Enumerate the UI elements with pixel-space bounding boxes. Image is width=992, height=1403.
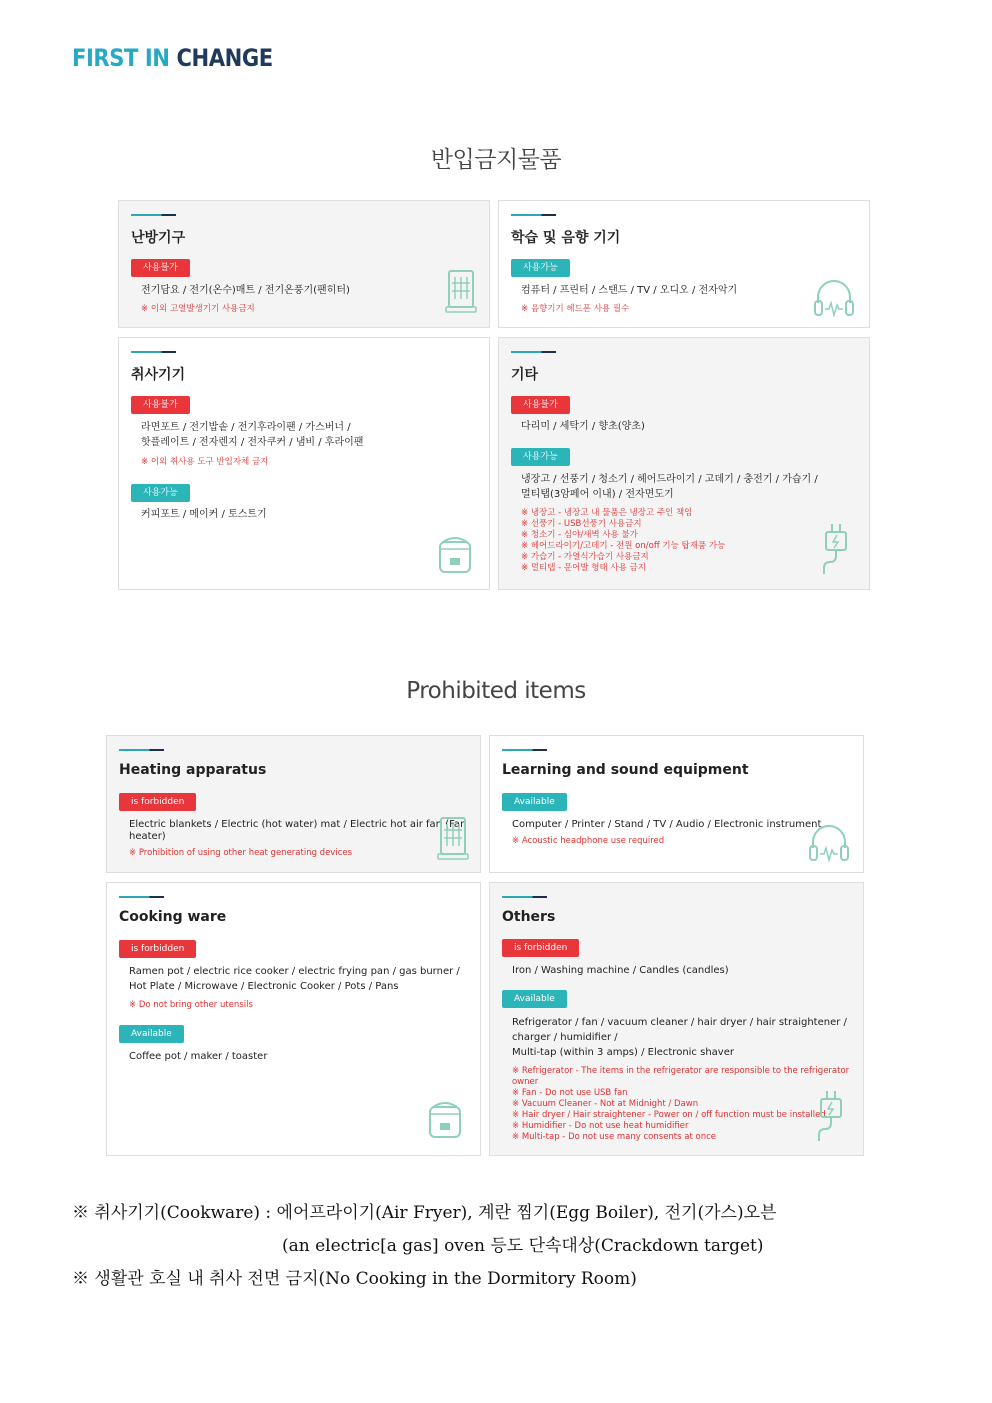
forbidden-items: 전기담요 / 전기(온수)매트 / 전기온풍기(팬히터) [141, 285, 350, 296]
forbidden-items-line2: 핫플레이트 / 전자렌지 / 전자쿠커 / 냄비 / 후라이팬 [141, 437, 364, 448]
available-items-line2: charger / humidifier / [512, 1032, 618, 1043]
logo-part2: CHANGE [176, 44, 273, 72]
footer-line2: (an electric[a gas] oven 등도 단속대상(Crackdown target) [282, 1236, 764, 1256]
note-2: ※ Fan - Do not use USB fan [512, 1088, 628, 1098]
card-note: ※ 이외 취사용 도구 반입자체 금지 [141, 457, 269, 467]
card-accent [511, 214, 556, 216]
forbidden-items-line1: Ramen pot / electric rice cooker / electric frying pan / gas burner / [129, 966, 460, 977]
note-6: ※ 멀티탭 - 문어발 형태 사용 금지 [521, 563, 646, 573]
en-heating-card [106, 735, 481, 873]
available-items: 커피포트 / 메이커 / 토스트기 [141, 509, 267, 520]
headphone-icon [808, 822, 850, 866]
forbidden-badge: 사용불가 [131, 259, 190, 277]
note-4: ※ Hair dryer / Hair straightener - Power on / off function must be installed [512, 1110, 826, 1120]
plug-icon [821, 522, 851, 576]
card-accent [511, 351, 556, 353]
radiator-icon [445, 269, 477, 315]
forbidden-badge: 사용불가 [131, 396, 190, 414]
headphone-icon [813, 277, 855, 321]
available-badge: 사용가능 [511, 448, 570, 466]
card-title: 기타 [511, 367, 539, 383]
available-items: 컴퓨터 / 프린터 / 스탠드 / TV / 오디오 / 전자악기 [521, 285, 738, 296]
note-4: ※ 헤어드라이기/고데기 - 전원 on/off 기능 탑재품 가능 [521, 541, 726, 551]
card-note: ※ 음향기기 헤드폰 사용 필수 [521, 304, 630, 314]
forbidden-badge: 사용불가 [511, 396, 570, 414]
card-accent [119, 896, 164, 898]
available-badge: Available [502, 990, 567, 1008]
footer-line1: ※ 취사기기(Cookware) : 에어프라이기(Air Fryer), 계란 찜기(Egg Boiler), 전기(가스)오븐 [72, 1203, 777, 1223]
note-2: ※ 선풍기 - USB선풍기 사용금지 [521, 519, 642, 529]
forbidden-items-line1: 라면포트 / 전기밥솥 / 전기후라이팬 / 가스버너 / [141, 422, 351, 433]
card-note: ※ 이외 고열발생기기 사용금지 [141, 304, 255, 314]
kr-learning-card [498, 200, 870, 328]
available-badge: 사용가능 [131, 484, 190, 502]
available-items-line3: Multi-tap (within 3 amps) / Electronic shaver [512, 1047, 734, 1058]
forbidden-items-line2: heater) [129, 831, 166, 842]
rice-cooker-icon [427, 1097, 463, 1141]
card-title: Others [502, 909, 556, 925]
card-title: 취사기기 [131, 367, 186, 383]
forbidden-badge: is forbidden [502, 939, 579, 957]
korean-section-title: 반입금지물품 [430, 147, 562, 173]
logo-part1: FIRST IN [72, 44, 177, 72]
card-title: Cooking ware [119, 909, 227, 925]
note-3: ※ 청소기 - 심야/새벽 사용 불가 [521, 530, 638, 540]
card-title: Learning and sound equipment [502, 762, 749, 778]
forbidden-items: Iron / Washing machine / Candles (candles) [512, 965, 729, 976]
footer-line3: ※ 생활관 호실 내 취사 전면 금지(No Cooking in the Dormitory Room) [72, 1269, 637, 1289]
card-note: ※ Acoustic headphone use required [512, 836, 665, 846]
card-note: ※ Do not bring other utensils [129, 1000, 253, 1010]
card-note: ※ Prohibition of using other heat generating devices [129, 848, 353, 858]
card-accent [131, 351, 176, 353]
available-badge: Available [119, 1025, 184, 1043]
logo [72, 44, 273, 72]
kr-heating-card [118, 200, 490, 328]
rice-cooker-icon [437, 532, 473, 576]
en-others-card [489, 882, 864, 1156]
forbidden-items-line1: Electric blankets / Electric (hot water) mat / Electric hot air fan (Fan [129, 819, 467, 830]
forbidden-badge: is forbidden [119, 793, 196, 811]
en-learning-card [489, 735, 864, 873]
note-5: ※ 가습기 - 가열식가습기 사용금지 [521, 552, 649, 562]
note-5: ※ Humidifier - Do not use heat humidifier [512, 1121, 689, 1131]
en-cooking-card [106, 882, 481, 1156]
available-items: Computer / Printer / Stand / TV / Audio / Electronic instrument [512, 819, 822, 830]
card-title: Heating apparatus [119, 762, 267, 778]
forbidden-badge: is forbidden [119, 940, 196, 958]
note-3: ※ Vacuum Cleaner - Not at Midnight / Dawn [512, 1099, 699, 1109]
available-items-line2: 멀티탭(3암페어 이내) / 전자면도기 [521, 489, 674, 500]
kr-cooking-card [118, 337, 490, 590]
available-items-line1: 냉장고 / 선풍기 / 청소기 / 헤어드라이기 / 고데기 / 충전기 / 가습기 / [521, 474, 818, 485]
card-accent [119, 749, 164, 751]
note-1: ※ 냉장고 - 냉장고 내 물품은 냉장고 주인 책임 [521, 508, 693, 518]
radiator-icon [437, 816, 469, 862]
available-items-line1: Refrigerator / fan / vacuum cleaner / hair dryer / hair straightener / [512, 1017, 847, 1028]
card-accent [502, 749, 547, 751]
card-title: 학습 및 음향 기기 [511, 230, 621, 246]
card-accent [131, 214, 176, 216]
english-section-title: Prohibited items [406, 678, 586, 704]
available-items: Coffee pot / maker / toaster [129, 1051, 268, 1062]
forbidden-items-line2: Hot Plate / Microwave / Electronic Cooker / Pots / Pans [129, 981, 399, 992]
card-accent [502, 896, 547, 898]
card-title: 난방기구 [131, 230, 186, 246]
plug-icon [816, 1089, 846, 1143]
note-1: ※ Refrigerator - The items in the refrigerator are responsible to the refrigerator [512, 1066, 850, 1076]
note-6: ※ Multi-tap - Do not use many consents at once [512, 1132, 717, 1142]
available-badge: Available [502, 793, 567, 811]
forbidden-items: 다리미 / 세탁기 / 향초(양초) [521, 421, 645, 432]
note-1-cont: owner [512, 1077, 539, 1087]
available-badge: 사용가능 [511, 259, 570, 277]
kr-others-card [498, 337, 870, 590]
